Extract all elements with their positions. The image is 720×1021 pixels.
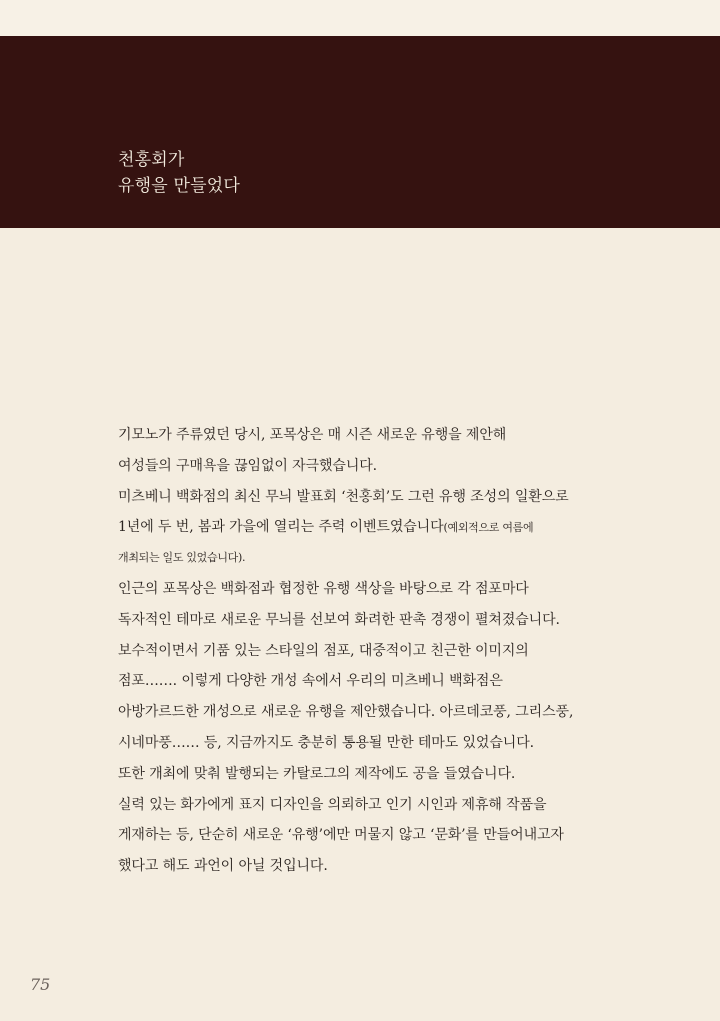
body-line: 아방가르드한 개성으로 새로운 유행을 제안했습니다. 아르데코풍, 그리스풍, bbox=[118, 704, 574, 721]
body-line: 게재하는 등, 단순히 새로운 ‘유행’에만 머물지 않고 ‘문화’를 만들어내고자 bbox=[118, 827, 564, 844]
body-line: 실력 있는 화가에게 표지 디자인을 의뢰하고 인기 시인과 제휴해 작품을 bbox=[118, 796, 547, 813]
body-line bbox=[118, 512, 618, 543]
body-line: 인근의 포목상은 백화점과 협정한 유행 색상을 바탕으로 각 점포마다 bbox=[118, 580, 529, 597]
body-line: 시네마풍…… 등, 지금까지도 충분히 통용될 만한 테마도 있었습니다. bbox=[118, 734, 534, 751]
body-line: 또한 개최에 맞춰 발행되는 카탈로그의 제작에도 공을 들였습니다. bbox=[118, 765, 516, 782]
body-line: 미츠베니 백화점의 최신 무늬 발표회 ‘천홍회’도 그런 유행 조성의 일환으로 bbox=[118, 488, 569, 505]
parenthetical-note: (예외적으로 여름에 bbox=[443, 521, 534, 535]
top-margin-strip bbox=[0, 0, 720, 36]
page-number: 75 bbox=[30, 975, 51, 994]
body-line: 개최되는 일도 있었습니다). bbox=[118, 551, 246, 565]
body-line: 여성들의 구매욕을 끊임없이 자극했습니다. bbox=[118, 457, 378, 474]
chapter-title-line-2: 유행을 만들었다 bbox=[118, 176, 240, 196]
body-line: 독자적인 테마로 새로운 무늬를 선보여 화려한 판촉 경쟁이 펼쳐졌습니다. bbox=[118, 611, 560, 628]
body-line: 했다고 해도 과언이 아닐 것입니다. bbox=[118, 858, 328, 875]
body-line: 보수적이면서 기품 있는 스타일의 점포, 대중적이고 친근한 이미지의 bbox=[118, 642, 529, 659]
body-text-span: 1년에 두 번, 봄과 가을에 열리는 주력 이벤트였습니다 bbox=[118, 519, 444, 536]
body-line: 점포……. 이렇게 다양한 개성 속에서 우리의 미츠베니 백화점은 bbox=[118, 673, 503, 690]
chapter-header-band bbox=[0, 36, 720, 228]
chapter-title bbox=[118, 147, 240, 199]
chapter-title-line-1: 천홍회가 bbox=[118, 150, 185, 170]
body-line: 기모노가 주류였던 당시, 포목상은 매 시즌 새로운 유행을 제안해 bbox=[118, 427, 507, 443]
body-paragraphs bbox=[118, 420, 618, 882]
